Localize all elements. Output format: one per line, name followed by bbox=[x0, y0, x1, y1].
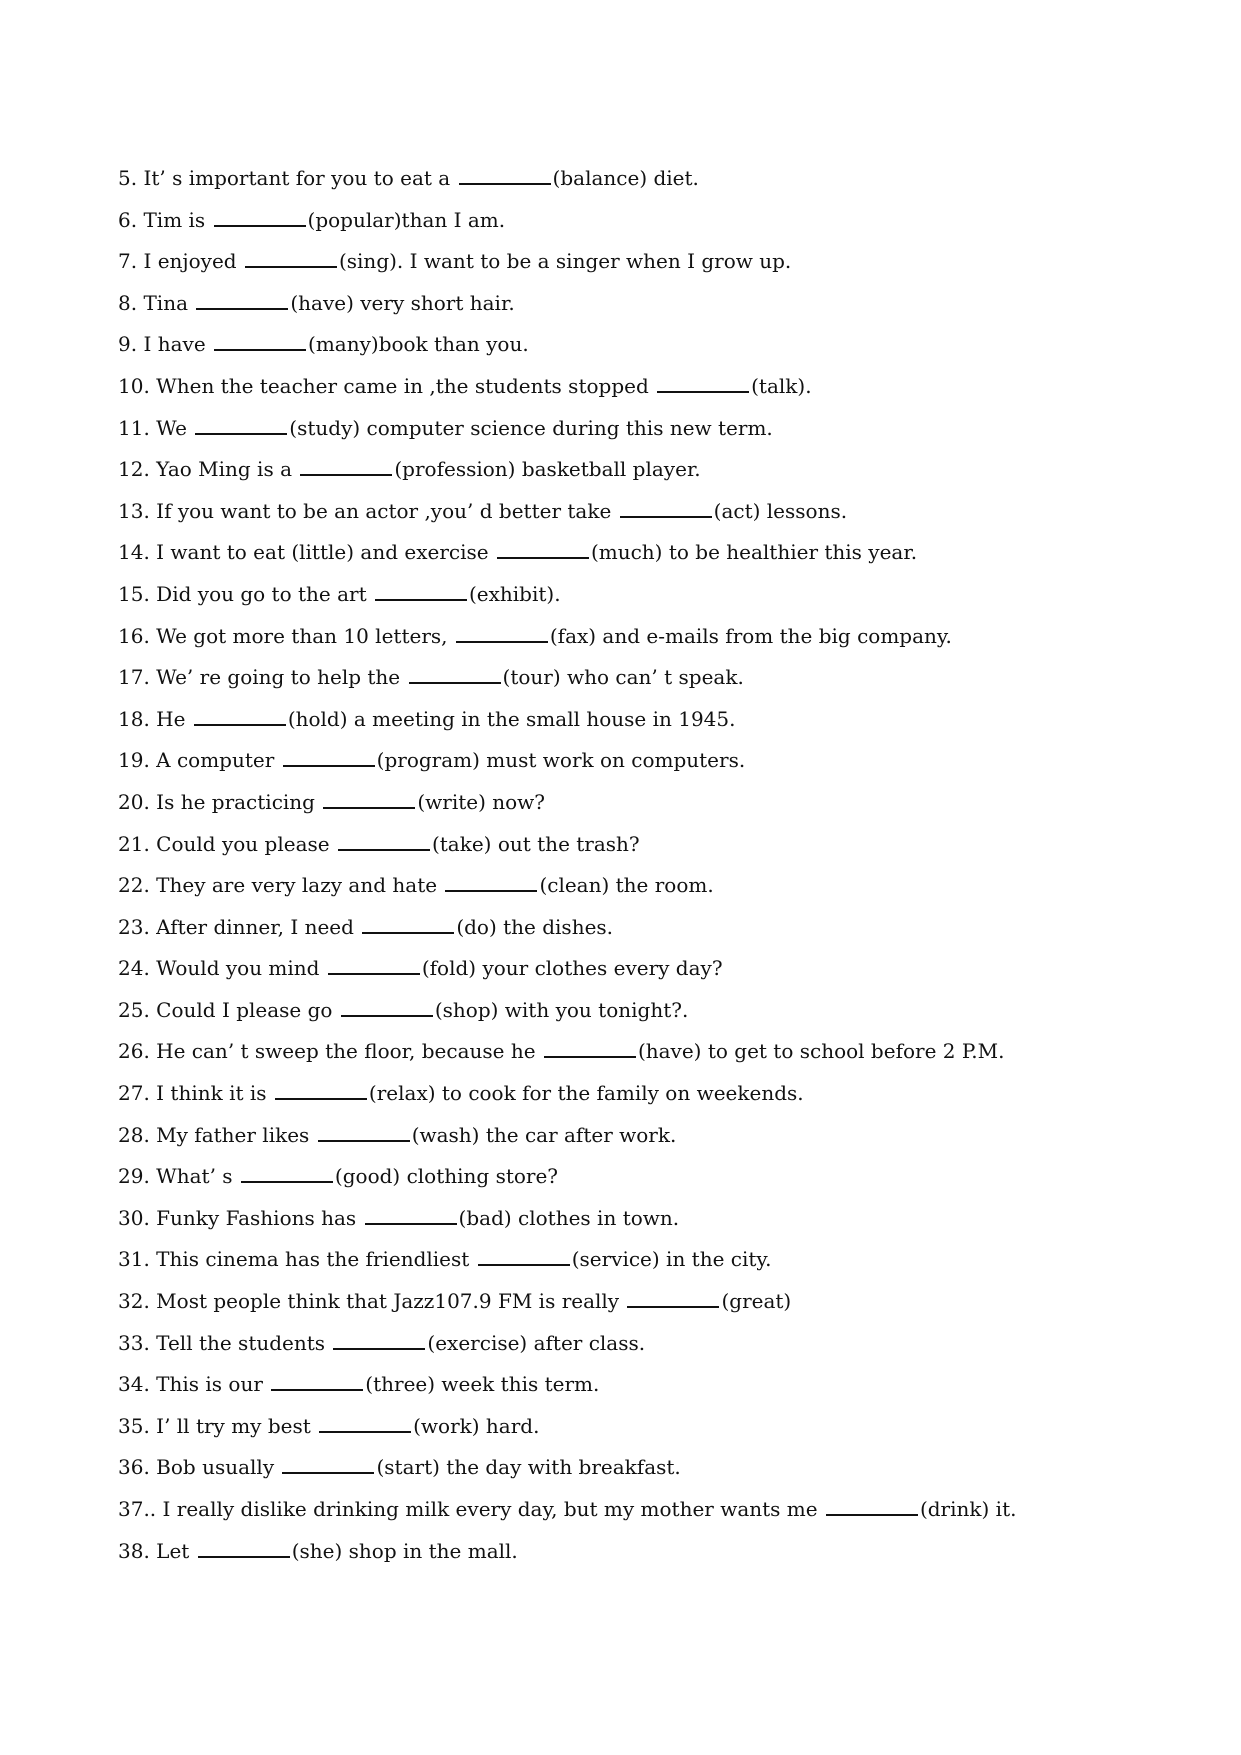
item-number: 5. bbox=[118, 166, 138, 190]
answer-blank[interactable] bbox=[318, 1139, 410, 1142]
answer-blank[interactable] bbox=[319, 1430, 411, 1433]
answer-blank[interactable] bbox=[300, 473, 392, 476]
item-number: 19. bbox=[118, 748, 150, 773]
answer-blank[interactable] bbox=[323, 806, 415, 809]
answer-blank[interactable] bbox=[445, 889, 537, 892]
item-text-after: (great) bbox=[721, 1289, 792, 1314]
item-text-after: (program) must work on computers. bbox=[376, 748, 746, 773]
item-text-after: (fax) and e-mails from the big company. bbox=[549, 623, 952, 648]
answer-blank[interactable] bbox=[497, 556, 589, 559]
item-number: 18. bbox=[118, 706, 150, 731]
item-number: 21. bbox=[118, 831, 150, 856]
item-text-before: Did you go to the art bbox=[156, 581, 367, 606]
item-text-before: When the teacher came in ,the students stopped bbox=[156, 373, 649, 398]
item-text-before: Would you mind bbox=[156, 956, 320, 981]
exercise-item bbox=[118, 824, 1158, 866]
item-text-before: This is our bbox=[156, 1372, 263, 1397]
answer-blank[interactable] bbox=[657, 390, 749, 393]
item-number: 16. bbox=[118, 623, 150, 648]
item-number: 29. bbox=[118, 1164, 150, 1189]
item-number: 14. bbox=[118, 540, 150, 565]
answer-blank[interactable] bbox=[478, 1263, 570, 1266]
item-text-after: (wash) the car after work. bbox=[411, 1122, 677, 1147]
item-text-after: (do) the dishes. bbox=[456, 914, 614, 939]
exercise-item bbox=[118, 865, 1158, 907]
exercise-item bbox=[118, 1406, 1158, 1448]
answer-blank[interactable] bbox=[375, 598, 467, 601]
item-text-before: It’ s important for you to eat a bbox=[143, 166, 451, 190]
item-text-after: (she) shop in the mall. bbox=[291, 1538, 518, 1563]
item-number: 26. bbox=[118, 1039, 150, 1064]
exercise-list bbox=[118, 158, 1158, 1572]
item-number: 7. bbox=[118, 249, 138, 274]
item-text-before: Is he practicing bbox=[156, 789, 315, 814]
item-text-before: What’ s bbox=[156, 1164, 233, 1189]
exercise-item bbox=[118, 366, 1158, 408]
exercise-item bbox=[118, 616, 1158, 658]
item-text-before: I think it is bbox=[156, 1081, 267, 1106]
answer-blank[interactable] bbox=[456, 640, 548, 643]
item-text-before: After dinner, I need bbox=[156, 914, 354, 939]
item-number: 24. bbox=[118, 956, 150, 981]
answer-blank[interactable] bbox=[620, 515, 712, 518]
item-text-before: We bbox=[156, 415, 187, 440]
item-text-before: I enjoyed bbox=[143, 249, 237, 274]
item-text-after: (service) in the city. bbox=[571, 1247, 772, 1272]
item-number: 8. bbox=[118, 290, 138, 315]
answer-blank[interactable] bbox=[341, 1014, 433, 1017]
item-number: 13. bbox=[118, 498, 150, 523]
item-number: 15. bbox=[118, 581, 150, 606]
exercise-item bbox=[118, 200, 1158, 242]
item-number: 37.. bbox=[118, 1497, 157, 1521]
item-number: 28. bbox=[118, 1122, 150, 1147]
exercise-item bbox=[118, 1447, 1158, 1489]
exercise-item bbox=[118, 699, 1158, 741]
item-text-before: A computer bbox=[156, 748, 275, 773]
item-text-after: (bad) clothes in town. bbox=[458, 1205, 680, 1230]
item-text-after: (much) to be healthier this year. bbox=[590, 540, 918, 565]
item-text-after: (start) the day with breakfast. bbox=[376, 1455, 681, 1480]
item-number: 27. bbox=[118, 1081, 150, 1106]
exercise-item bbox=[118, 990, 1158, 1032]
exercise-item bbox=[118, 324, 1158, 366]
item-text-before: I really dislike drinking milk every day, but my mother wants me bbox=[162, 1497, 818, 1521]
item-text-before: I’ ll try my best bbox=[156, 1413, 311, 1438]
exercise-item bbox=[118, 408, 1158, 450]
item-number: 6. bbox=[118, 207, 138, 232]
item-text-after: (have) to get to school before 2 P.M. bbox=[637, 1039, 1005, 1064]
item-text-before: Tell the students bbox=[156, 1330, 326, 1355]
item-number: 35. bbox=[118, 1413, 150, 1438]
item-number: 17. bbox=[118, 665, 150, 690]
answer-blank[interactable] bbox=[328, 972, 420, 975]
item-number: 22. bbox=[118, 873, 150, 898]
answer-blank[interactable] bbox=[333, 1347, 425, 1350]
exercise-item bbox=[118, 1073, 1158, 1115]
exercise-item bbox=[118, 1531, 1158, 1573]
item-text-after: (shop) with you tonight?. bbox=[434, 997, 689, 1022]
exercise-item bbox=[118, 1489, 1158, 1531]
item-text-after: (popular)than I am. bbox=[307, 207, 506, 232]
answer-blank[interactable] bbox=[283, 764, 375, 767]
item-number: 9. bbox=[118, 332, 138, 357]
exercise-item bbox=[118, 948, 1158, 990]
answer-blank[interactable] bbox=[409, 681, 501, 684]
item-text-after: (talk). bbox=[751, 373, 812, 398]
exercise-item bbox=[118, 449, 1158, 491]
item-text-before: He can’ t sweep the floor, because he bbox=[156, 1039, 536, 1064]
exercise-item bbox=[118, 657, 1158, 699]
item-text-before: Yao Ming is a bbox=[156, 457, 293, 482]
item-text-after: (write) now? bbox=[417, 789, 546, 814]
answer-blank[interactable] bbox=[194, 723, 286, 726]
exercise-item bbox=[118, 1198, 1158, 1240]
answer-blank[interactable] bbox=[198, 1555, 290, 1558]
exercise-item bbox=[118, 1364, 1158, 1406]
item-text-after: (exercise) after class. bbox=[427, 1330, 646, 1355]
item-text-before: He bbox=[156, 706, 186, 731]
item-text-after: (many)book than you. bbox=[308, 332, 529, 357]
item-text-before: Could I please go bbox=[156, 997, 333, 1022]
item-text-after: (three) week this term. bbox=[365, 1372, 600, 1397]
exercise-item bbox=[118, 1239, 1158, 1281]
item-number: 32. bbox=[118, 1289, 150, 1314]
item-text-before: My father likes bbox=[156, 1122, 310, 1147]
item-text-after: (take) out the trash? bbox=[431, 831, 640, 856]
item-text-after: (drink) it. bbox=[919, 1497, 1017, 1521]
exercise-item bbox=[118, 740, 1158, 782]
item-text-before: Bob usually bbox=[156, 1455, 275, 1480]
item-text-after: (sing). I want to be a singer when I grow up. bbox=[338, 249, 792, 274]
answer-blank[interactable] bbox=[214, 224, 306, 227]
item-text-after: (act) lessons. bbox=[713, 498, 848, 523]
item-text-after: (good) clothing store? bbox=[334, 1164, 559, 1189]
item-number: 38. bbox=[118, 1538, 150, 1563]
item-number: 34. bbox=[118, 1372, 150, 1397]
item-text-after: (exhibit). bbox=[468, 581, 561, 606]
item-number: 33. bbox=[118, 1330, 150, 1355]
item-number: 20. bbox=[118, 789, 150, 814]
exercise-item bbox=[118, 574, 1158, 616]
item-text-after: (study) computer science during this new term. bbox=[289, 415, 773, 440]
item-text-before: Let bbox=[156, 1538, 190, 1563]
answer-blank[interactable] bbox=[196, 307, 288, 310]
exercise-item bbox=[118, 158, 1158, 200]
exercise-item bbox=[118, 1156, 1158, 1198]
item-text-after: (balance) diet. bbox=[552, 166, 699, 190]
item-number: 36. bbox=[118, 1455, 150, 1480]
exercise-item bbox=[118, 491, 1158, 533]
answer-blank[interactable] bbox=[195, 432, 287, 435]
answer-blank[interactable] bbox=[459, 182, 551, 185]
item-number: 23. bbox=[118, 914, 150, 939]
exercise-item bbox=[118, 241, 1158, 283]
answer-blank[interactable] bbox=[214, 348, 306, 351]
item-number: 31. bbox=[118, 1247, 150, 1272]
item-text-before: Tim is bbox=[143, 207, 206, 232]
exercise-item bbox=[118, 1115, 1158, 1157]
item-text-before: We’ re going to help the bbox=[156, 665, 401, 690]
item-text-after: (fold) your clothes every day? bbox=[421, 956, 723, 981]
item-number: 25. bbox=[118, 997, 150, 1022]
item-number: 30. bbox=[118, 1205, 150, 1230]
item-text-before: If you want to be an actor ,you’ d better take bbox=[156, 498, 612, 523]
answer-blank[interactable] bbox=[282, 1471, 374, 1474]
answer-blank[interactable] bbox=[544, 1055, 636, 1058]
item-text-after: (work) hard. bbox=[413, 1413, 540, 1438]
item-text-before: Could you please bbox=[156, 831, 330, 856]
answer-blank[interactable] bbox=[275, 1097, 367, 1100]
item-text-before: We got more than 10 letters, bbox=[156, 623, 448, 648]
exercise-item bbox=[118, 1323, 1158, 1365]
exercise-item bbox=[118, 907, 1158, 949]
answer-blank[interactable] bbox=[245, 265, 337, 268]
answer-blank[interactable] bbox=[362, 931, 454, 934]
item-number: 10. bbox=[118, 373, 150, 398]
exercise-item bbox=[118, 283, 1158, 325]
answer-blank[interactable] bbox=[241, 1180, 333, 1183]
item-text-after: (tour) who can’ t speak. bbox=[502, 665, 744, 690]
exercise-item bbox=[118, 782, 1158, 824]
answer-blank[interactable] bbox=[365, 1222, 457, 1225]
exercise-item bbox=[118, 1031, 1158, 1073]
item-text-after: (relax) to cook for the family on weekends. bbox=[368, 1081, 804, 1106]
item-text-after: (clean) the room. bbox=[539, 873, 714, 898]
item-text-before: They are very lazy and hate bbox=[156, 873, 438, 898]
item-text-after: (hold) a meeting in the small house in 1945. bbox=[287, 706, 736, 731]
item-number: 11. bbox=[118, 415, 150, 440]
item-text-before: Tina bbox=[143, 290, 188, 315]
item-text-before: I have bbox=[143, 332, 206, 357]
item-text-before: Most people think that Jazz107.9 FM is really bbox=[156, 1289, 620, 1314]
exercise-item bbox=[118, 532, 1158, 574]
item-text-before: This cinema has the friendliest bbox=[156, 1247, 470, 1272]
answer-blank[interactable] bbox=[627, 1305, 719, 1308]
exercise-item bbox=[118, 1281, 1158, 1323]
answer-blank[interactable] bbox=[826, 1513, 918, 1516]
answer-blank[interactable] bbox=[271, 1388, 363, 1391]
item-number: 12. bbox=[118, 457, 150, 482]
item-text-after: (have) very short hair. bbox=[290, 290, 515, 315]
item-text-before: Funky Fashions has bbox=[156, 1205, 357, 1230]
item-text-before: I want to eat (little) and exercise bbox=[156, 540, 489, 565]
item-text-after: (profession) basketball player. bbox=[394, 457, 701, 482]
answer-blank[interactable] bbox=[338, 848, 430, 851]
